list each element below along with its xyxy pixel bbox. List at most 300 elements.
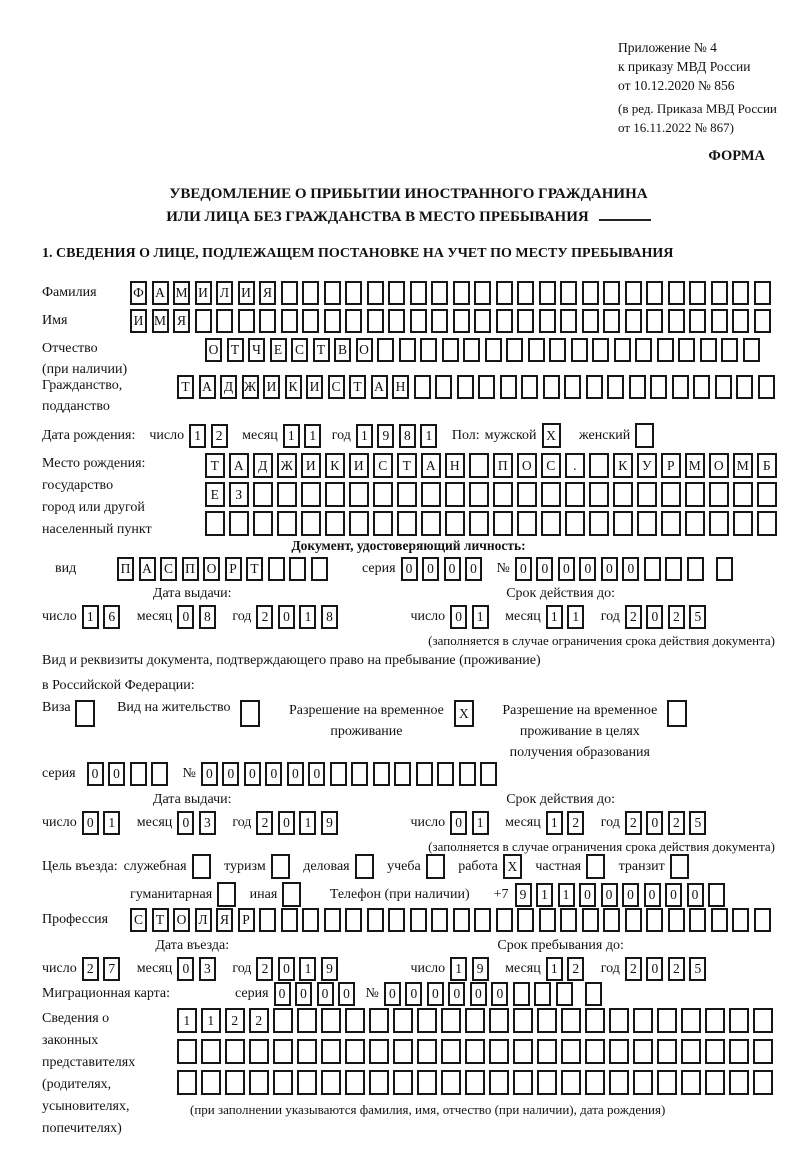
char-box[interactable] xyxy=(565,511,585,536)
char-box[interactable] xyxy=(732,908,749,932)
char-box[interactable] xyxy=(637,482,657,507)
char-box[interactable] xyxy=(493,511,513,536)
char-box[interactable] xyxy=(743,338,760,362)
char-box[interactable] xyxy=(513,1008,533,1033)
char-box[interactable] xyxy=(729,1039,749,1064)
char-box[interactable] xyxy=(377,338,394,362)
char-box[interactable] xyxy=(644,557,661,581)
char-box[interactable]: 1 xyxy=(420,424,437,448)
char-box[interactable]: Т xyxy=(227,338,244,362)
char-box[interactable] xyxy=(681,1008,701,1033)
char-box[interactable] xyxy=(711,908,728,932)
char-box[interactable] xyxy=(609,1039,629,1064)
char-box[interactable] xyxy=(297,1008,317,1033)
char-box[interactable]: К xyxy=(613,453,633,478)
char-box[interactable] xyxy=(469,511,489,536)
char-box[interactable] xyxy=(705,1039,725,1064)
char-box[interactable]: И xyxy=(301,453,321,478)
char-box[interactable]: Д xyxy=(220,375,237,399)
char-box[interactable] xyxy=(607,375,624,399)
char-box[interactable]: 0 xyxy=(558,557,575,581)
char-box[interactable]: О xyxy=(173,908,190,932)
char-box[interactable]: 2 xyxy=(225,1008,245,1033)
char-box[interactable] xyxy=(442,338,459,362)
char-box[interactable]: 0 xyxy=(177,605,194,629)
char-box[interactable]: 0 xyxy=(450,811,467,835)
char-box[interactable]: 2 xyxy=(625,811,642,835)
char-box[interactable] xyxy=(324,309,341,333)
char-box[interactable] xyxy=(709,511,729,536)
char-box[interactable]: 0 xyxy=(308,762,325,786)
char-box[interactable]: 5 xyxy=(689,957,706,981)
char-box[interactable]: . xyxy=(565,453,585,478)
char-box[interactable] xyxy=(435,375,452,399)
char-box[interactable] xyxy=(469,482,489,507)
char-box[interactable]: 1 xyxy=(546,605,563,629)
char-box[interactable] xyxy=(689,281,706,305)
char-box[interactable] xyxy=(758,375,775,399)
char-box[interactable] xyxy=(297,1039,317,1064)
char-box[interactable] xyxy=(416,762,433,786)
char-box[interactable] xyxy=(330,762,347,786)
char-box[interactable]: 0 xyxy=(278,605,295,629)
char-box[interactable]: Е xyxy=(205,482,225,507)
char-box[interactable]: П xyxy=(493,453,513,478)
char-box[interactable] xyxy=(441,1070,461,1095)
char-box[interactable] xyxy=(431,281,448,305)
char-box[interactable] xyxy=(625,908,642,932)
char-box[interactable] xyxy=(661,511,681,536)
char-box[interactable] xyxy=(297,1070,317,1095)
char-box[interactable] xyxy=(394,762,411,786)
char-box[interactable]: О xyxy=(517,453,537,478)
char-box[interactable] xyxy=(729,1008,749,1033)
checkbox-cell[interactable] xyxy=(586,854,605,879)
char-box[interactable]: Л xyxy=(195,908,212,932)
char-box[interactable] xyxy=(635,338,652,362)
char-box[interactable]: 8 xyxy=(199,605,216,629)
char-box[interactable] xyxy=(603,908,620,932)
char-box[interactable]: 0 xyxy=(384,982,401,1006)
char-box[interactable] xyxy=(549,338,566,362)
char-box[interactable] xyxy=(325,511,345,536)
char-box[interactable] xyxy=(700,338,717,362)
char-box[interactable] xyxy=(592,338,609,362)
char-box[interactable] xyxy=(753,1039,773,1064)
char-box[interactable] xyxy=(225,1070,245,1095)
char-box[interactable] xyxy=(253,511,273,536)
char-box[interactable] xyxy=(629,375,646,399)
char-box[interactable] xyxy=(603,281,620,305)
char-box[interactable] xyxy=(689,908,706,932)
char-box[interactable] xyxy=(345,1039,365,1064)
char-box[interactable]: 2 xyxy=(249,1008,269,1033)
char-box[interactable]: 1 xyxy=(356,424,373,448)
char-box[interactable] xyxy=(561,1070,581,1095)
char-box[interactable] xyxy=(668,281,685,305)
char-box[interactable]: 0 xyxy=(448,982,465,1006)
char-box[interactable]: П xyxy=(182,557,199,581)
checkbox-cell[interactable] xyxy=(217,882,236,907)
char-box[interactable] xyxy=(489,1070,509,1095)
char-box[interactable] xyxy=(589,453,609,478)
char-box[interactable]: Р xyxy=(238,908,255,932)
char-box[interactable]: 0 xyxy=(470,982,487,1006)
char-box[interactable]: К xyxy=(285,375,302,399)
char-box[interactable]: Т xyxy=(246,557,263,581)
char-box[interactable] xyxy=(609,1070,629,1095)
char-box[interactable] xyxy=(589,511,609,536)
char-box[interactable] xyxy=(539,908,556,932)
char-box[interactable]: А xyxy=(199,375,216,399)
char-box[interactable] xyxy=(560,309,577,333)
char-box[interactable]: Р xyxy=(661,453,681,478)
char-box[interactable]: 3 xyxy=(199,811,216,835)
char-box[interactable]: 1 xyxy=(283,424,300,448)
char-box[interactable] xyxy=(324,281,341,305)
char-box[interactable] xyxy=(273,1008,293,1033)
char-box[interactable]: О xyxy=(203,557,220,581)
char-box[interactable] xyxy=(445,482,465,507)
char-box[interactable]: 2 xyxy=(625,605,642,629)
char-box[interactable] xyxy=(541,482,561,507)
char-box[interactable] xyxy=(732,281,749,305)
char-box[interactable]: Т xyxy=(205,453,225,478)
char-box[interactable] xyxy=(689,309,706,333)
char-box[interactable]: 7 xyxy=(103,957,120,981)
char-box[interactable]: 2 xyxy=(625,957,642,981)
char-box[interactable] xyxy=(249,1070,269,1095)
char-box[interactable] xyxy=(565,482,585,507)
char-box[interactable]: 2 xyxy=(567,811,584,835)
char-box[interactable] xyxy=(754,281,771,305)
char-box[interactable] xyxy=(705,1008,725,1033)
char-box[interactable] xyxy=(539,281,556,305)
char-box[interactable] xyxy=(397,511,417,536)
char-box[interactable] xyxy=(321,1039,341,1064)
char-box[interactable] xyxy=(582,281,599,305)
char-box[interactable] xyxy=(571,338,588,362)
char-box[interactable] xyxy=(711,281,728,305)
char-box[interactable]: 0 xyxy=(265,762,282,786)
char-box[interactable]: 0 xyxy=(427,982,444,1006)
char-box[interactable] xyxy=(661,482,681,507)
char-box[interactable]: М xyxy=(733,453,753,478)
char-box[interactable] xyxy=(259,908,276,932)
char-box[interactable]: 1 xyxy=(567,605,584,629)
char-box[interactable] xyxy=(715,375,732,399)
char-box[interactable]: М xyxy=(685,453,705,478)
char-box[interactable] xyxy=(325,482,345,507)
char-box[interactable]: 0 xyxy=(422,557,439,581)
char-box[interactable]: Т xyxy=(313,338,330,362)
char-box[interactable] xyxy=(489,1008,509,1033)
char-box[interactable] xyxy=(474,281,491,305)
char-box[interactable] xyxy=(685,482,705,507)
char-box[interactable] xyxy=(637,511,657,536)
char-box[interactable] xyxy=(414,375,431,399)
char-box[interactable] xyxy=(216,309,233,333)
char-box[interactable]: 0 xyxy=(177,957,194,981)
char-box[interactable]: Т xyxy=(349,375,366,399)
char-box[interactable] xyxy=(603,309,620,333)
char-box[interactable] xyxy=(410,281,427,305)
checkbox-cell[interactable]: X xyxy=(454,700,474,727)
char-box[interactable] xyxy=(281,281,298,305)
char-box[interactable]: А xyxy=(229,453,249,478)
char-box[interactable]: 1 xyxy=(82,605,99,629)
char-box[interactable] xyxy=(613,511,633,536)
char-box[interactable] xyxy=(273,1070,293,1095)
char-box[interactable] xyxy=(646,281,663,305)
char-box[interactable]: Ж xyxy=(277,453,297,478)
char-box[interactable]: А xyxy=(139,557,156,581)
char-box[interactable]: Л xyxy=(216,281,233,305)
char-box[interactable] xyxy=(561,1039,581,1064)
char-box[interactable] xyxy=(729,1070,749,1095)
char-box[interactable] xyxy=(345,309,362,333)
char-box[interactable]: И xyxy=(306,375,323,399)
char-box[interactable] xyxy=(478,375,495,399)
char-box[interactable] xyxy=(705,1070,725,1095)
checkbox-cell[interactable] xyxy=(240,700,260,727)
char-box[interactable]: О xyxy=(709,453,729,478)
char-box[interactable]: Н xyxy=(392,375,409,399)
char-box[interactable]: 9 xyxy=(377,424,394,448)
char-box[interactable] xyxy=(672,375,689,399)
char-box[interactable] xyxy=(397,482,417,507)
char-box[interactable] xyxy=(753,1070,773,1095)
char-box[interactable] xyxy=(537,1008,557,1033)
char-box[interactable]: Т xyxy=(152,908,169,932)
char-box[interactable]: 0 xyxy=(82,811,99,835)
char-box[interactable] xyxy=(582,908,599,932)
char-box[interactable]: 0 xyxy=(401,557,418,581)
char-box[interactable]: 9 xyxy=(515,883,532,907)
char-box[interactable] xyxy=(496,908,513,932)
char-box[interactable] xyxy=(685,511,705,536)
char-box[interactable]: 0 xyxy=(646,811,663,835)
char-box[interactable] xyxy=(625,309,642,333)
char-box[interactable] xyxy=(453,309,470,333)
char-box[interactable]: 0 xyxy=(108,762,125,786)
char-box[interactable] xyxy=(345,1070,365,1095)
char-box[interactable] xyxy=(506,338,523,362)
char-box[interactable]: 0 xyxy=(665,883,682,907)
char-box[interactable]: С xyxy=(373,453,393,478)
char-box[interactable] xyxy=(259,309,276,333)
char-box[interactable]: С xyxy=(160,557,177,581)
char-box[interactable]: 0 xyxy=(646,957,663,981)
char-box[interactable] xyxy=(560,908,577,932)
char-box[interactable] xyxy=(517,482,537,507)
char-box[interactable] xyxy=(585,1039,605,1064)
char-box[interactable] xyxy=(585,982,602,1006)
char-box[interactable]: 6 xyxy=(103,605,120,629)
char-box[interactable]: 2 xyxy=(256,605,273,629)
char-box[interactable] xyxy=(585,1008,605,1033)
char-box[interactable] xyxy=(681,1039,701,1064)
char-box[interactable]: Я xyxy=(173,309,190,333)
char-box[interactable]: В xyxy=(334,338,351,362)
char-box[interactable] xyxy=(281,908,298,932)
checkbox-cell[interactable] xyxy=(282,882,301,907)
char-box[interactable] xyxy=(687,557,704,581)
char-box[interactable] xyxy=(657,338,674,362)
char-box[interactable] xyxy=(273,1039,293,1064)
char-box[interactable] xyxy=(349,482,369,507)
char-box[interactable] xyxy=(441,1008,461,1033)
char-box[interactable]: К xyxy=(325,453,345,478)
char-box[interactable]: 1 xyxy=(304,424,321,448)
char-box[interactable] xyxy=(668,309,685,333)
char-box[interactable]: Е xyxy=(270,338,287,362)
char-box[interactable]: Н xyxy=(445,453,465,478)
char-box[interactable] xyxy=(539,309,556,333)
char-box[interactable] xyxy=(130,762,147,786)
char-box[interactable] xyxy=(665,557,682,581)
char-box[interactable]: 1 xyxy=(536,883,553,907)
char-box[interactable]: П xyxy=(117,557,134,581)
char-box[interactable]: 0 xyxy=(644,883,661,907)
char-box[interactable] xyxy=(589,482,609,507)
char-box[interactable]: 0 xyxy=(687,883,704,907)
char-box[interactable] xyxy=(388,281,405,305)
char-box[interactable] xyxy=(582,309,599,333)
char-box[interactable]: М xyxy=(173,281,190,305)
char-box[interactable]: 0 xyxy=(317,982,334,1006)
char-box[interactable] xyxy=(733,482,753,507)
checkbox-cell[interactable] xyxy=(192,854,211,879)
char-box[interactable]: 0 xyxy=(222,762,239,786)
char-box[interactable] xyxy=(537,1039,557,1064)
char-box[interactable] xyxy=(393,1008,413,1033)
char-box[interactable] xyxy=(393,1070,413,1095)
char-box[interactable] xyxy=(321,1070,341,1095)
char-box[interactable] xyxy=(367,309,384,333)
char-box[interactable] xyxy=(388,908,405,932)
char-box[interactable]: 0 xyxy=(646,605,663,629)
char-box[interactable] xyxy=(537,1070,557,1095)
char-box[interactable]: И xyxy=(238,281,255,305)
char-box[interactable]: И xyxy=(263,375,280,399)
char-box[interactable] xyxy=(465,1070,485,1095)
char-box[interactable] xyxy=(369,1070,389,1095)
char-box[interactable]: С xyxy=(130,908,147,932)
char-box[interactable] xyxy=(465,1008,485,1033)
char-box[interactable] xyxy=(289,557,306,581)
char-box[interactable]: 2 xyxy=(567,957,584,981)
char-box[interactable] xyxy=(646,908,663,932)
char-box[interactable] xyxy=(517,511,537,536)
char-box[interactable]: У xyxy=(637,453,657,478)
char-box[interactable]: 0 xyxy=(244,762,261,786)
char-box[interactable] xyxy=(345,908,362,932)
char-box[interactable]: 2 xyxy=(256,811,273,835)
char-box[interactable] xyxy=(393,1039,413,1064)
char-box[interactable]: 0 xyxy=(579,883,596,907)
char-box[interactable]: 1 xyxy=(472,811,489,835)
char-box[interactable]: 2 xyxy=(82,957,99,981)
char-box[interactable]: 0 xyxy=(622,883,639,907)
char-box[interactable] xyxy=(453,908,470,932)
char-box[interactable]: И xyxy=(195,281,212,305)
char-box[interactable] xyxy=(373,511,393,536)
char-box[interactable] xyxy=(302,908,319,932)
char-box[interactable] xyxy=(301,482,321,507)
char-box[interactable] xyxy=(757,482,777,507)
char-box[interactable] xyxy=(732,309,749,333)
char-box[interactable] xyxy=(431,908,448,932)
char-box[interactable] xyxy=(585,1070,605,1095)
char-box[interactable] xyxy=(268,557,285,581)
char-box[interactable] xyxy=(500,375,517,399)
char-box[interactable] xyxy=(613,482,633,507)
char-box[interactable]: 9 xyxy=(321,811,338,835)
char-box[interactable]: 8 xyxy=(399,424,416,448)
char-box[interactable]: М xyxy=(152,309,169,333)
char-box[interactable]: 0 xyxy=(87,762,104,786)
char-box[interactable] xyxy=(564,375,581,399)
char-box[interactable]: А xyxy=(421,453,441,478)
char-box[interactable] xyxy=(367,281,384,305)
char-box[interactable]: Ж xyxy=(242,375,259,399)
char-box[interactable]: 1 xyxy=(103,811,120,835)
char-box[interactable]: О xyxy=(356,338,373,362)
char-box[interactable] xyxy=(459,762,476,786)
char-box[interactable] xyxy=(517,908,534,932)
char-box[interactable] xyxy=(614,338,631,362)
char-box[interactable]: 0 xyxy=(278,957,295,981)
char-box[interactable] xyxy=(201,1070,221,1095)
char-box[interactable]: 3 xyxy=(199,957,216,981)
char-box[interactable] xyxy=(528,338,545,362)
char-box[interactable]: 0 xyxy=(444,557,461,581)
char-box[interactable]: И xyxy=(349,453,369,478)
char-box[interactable]: О xyxy=(205,338,222,362)
char-box[interactable] xyxy=(496,309,513,333)
char-box[interactable] xyxy=(238,309,255,333)
char-box[interactable] xyxy=(711,309,728,333)
char-box[interactable] xyxy=(633,1039,653,1064)
char-box[interactable] xyxy=(716,557,733,581)
char-box[interactable]: Т xyxy=(177,375,194,399)
char-box[interactable] xyxy=(625,281,642,305)
char-box[interactable] xyxy=(474,908,491,932)
char-box[interactable] xyxy=(345,1008,365,1033)
char-box[interactable] xyxy=(453,281,470,305)
char-box[interactable] xyxy=(369,1008,389,1033)
char-box[interactable]: С xyxy=(291,338,308,362)
char-box[interactable] xyxy=(445,511,465,536)
char-box[interactable] xyxy=(657,1070,677,1095)
char-box[interactable]: 0 xyxy=(601,883,618,907)
char-box[interactable] xyxy=(541,511,561,536)
char-box[interactable]: 0 xyxy=(465,557,482,581)
char-box[interactable]: Т xyxy=(397,453,417,478)
checkbox-cell[interactable] xyxy=(75,700,95,727)
char-box[interactable] xyxy=(736,375,753,399)
char-box[interactable] xyxy=(249,1039,269,1064)
char-box[interactable] xyxy=(417,1039,437,1064)
char-box[interactable]: 0 xyxy=(536,557,553,581)
char-box[interactable]: 8 xyxy=(321,605,338,629)
char-box[interactable]: 1 xyxy=(189,424,206,448)
char-box[interactable]: 9 xyxy=(321,957,338,981)
char-box[interactable] xyxy=(721,338,738,362)
char-box[interactable] xyxy=(753,1008,773,1033)
char-box[interactable] xyxy=(609,1008,629,1033)
